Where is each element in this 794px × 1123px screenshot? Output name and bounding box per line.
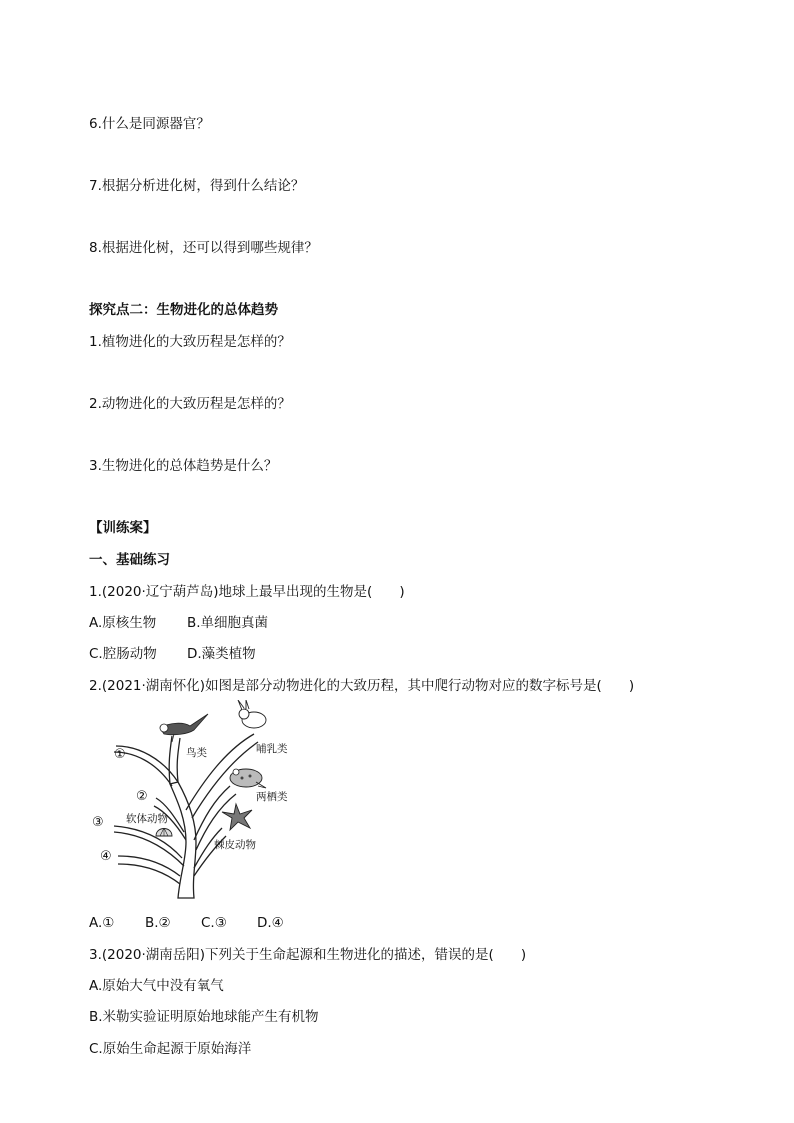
branch-4 [118, 856, 180, 876]
branch-3 [114, 826, 182, 858]
question-2-options [89, 914, 284, 932]
question-1-options-row-1 [89, 614, 268, 632]
bird-icon [160, 714, 208, 742]
evolution-tree-diagram [86, 700, 336, 900]
question-6: 6.什么是同源器官？ [89, 116, 210, 132]
q2-option-c: C.③ [201, 915, 227, 931]
frog-icon [230, 769, 266, 788]
question-2-stem: 2.(2021·湖南怀化)如图是部分动物进化的大致历程，其中爬行动物对应的数字标号是( ) [89, 678, 635, 694]
rabbit-icon [238, 700, 266, 728]
label-number-3: ③ [92, 815, 104, 830]
section-2-question-3: 3.生物进化的总体趋势是什么？ [89, 458, 278, 474]
q2-option-a: A.① [89, 915, 115, 931]
label-number-2: ② [136, 789, 148, 804]
label-amphibian: 两栖类 [256, 791, 288, 803]
basic-practice-heading: 一、基础练习 [89, 552, 170, 568]
label-mollusk: 软体动物 [126, 813, 168, 825]
starfish-icon [222, 804, 252, 830]
question-8: 8.根据进化树，还可以得到哪些规律？ [89, 240, 318, 256]
question-3-stem: 3.(2020·湖南岳阳)下列关于生命起源和生物进化的描述，错误的是( ) [89, 947, 527, 963]
q1-option-d: D.藻类植物 [187, 646, 256, 662]
question-1-stem: 1.(2020·辽宁葫芦岛)地球上最早出现的生物是( ) [89, 584, 405, 600]
question-1-options-row-2 [89, 645, 256, 663]
q3-option-c: C.原始生命起源于原始海洋 [89, 1041, 252, 1057]
section-2-question-2: 2.动物进化的大致历程是怎样的？ [89, 396, 291, 412]
q2-option-d: D.④ [257, 915, 284, 931]
question-7: 7.根据分析进化树，得到什么结论？ [89, 178, 305, 194]
training-title: 【训练案】 [89, 520, 157, 536]
section-2-title: 探究点二：生物进化的总体趋势 [89, 302, 278, 318]
q1-option-c: C.腔肠动物 [89, 646, 157, 662]
q2-option-b: B.② [145, 915, 171, 931]
branch-bird [169, 736, 172, 784]
label-bird: 鸟类 [186, 747, 207, 759]
section-2-question-1: 1.植物进化的大致历程是怎样的？ [89, 334, 291, 350]
shell-icon [156, 828, 172, 836]
label-number-1: ① [114, 747, 126, 762]
q3-option-b: B.米勒实验证明原始地球能产生有机物 [89, 1009, 319, 1025]
label-number-4: ④ [100, 849, 112, 864]
evolution-tree-figure [86, 700, 336, 900]
q3-option-a: A.原始大气中没有氧气 [89, 978, 224, 994]
label-echinoderm: 棘皮动物 [214, 839, 256, 851]
label-mammal: 哺乳类 [256, 743, 288, 755]
q1-option-b: B.单细胞真菌 [187, 615, 269, 631]
q1-option-a: A.原核生物 [89, 615, 157, 631]
